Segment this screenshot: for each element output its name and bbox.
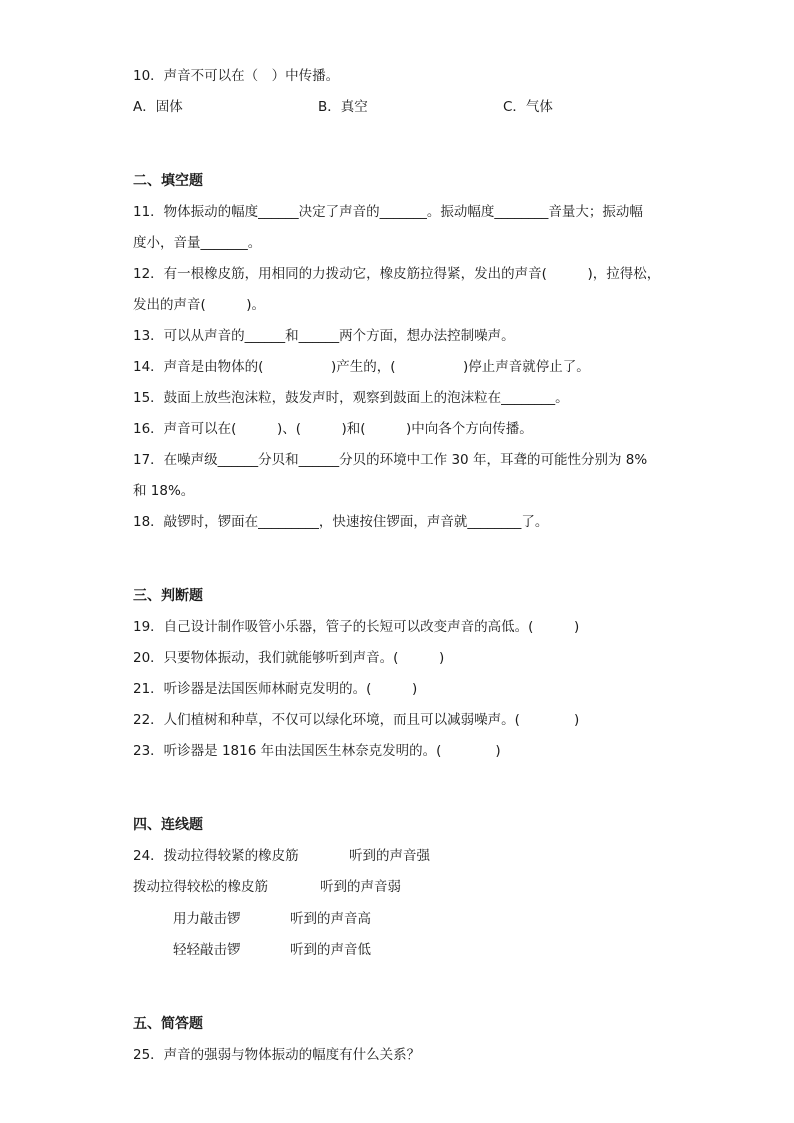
question-16: 16．声音可以在( )、( )和( )中向各个方向传播。	[133, 421, 533, 437]
question-17-line-1: 17．在噪声级______分贝和______分贝的环境中工作 30 年，耳聋的可能性分别为 8%	[133, 452, 648, 468]
question-12-line-1: 12．有一根橡皮筋，用相同的力拨动它，橡皮筋拉得紧，发出的声音( )，拉得松，	[133, 266, 661, 282]
question-23: 23．听诊器是 1816 年由法国医生林奈克发明的。( )	[133, 743, 501, 759]
section-matching-title: 四、连线题	[133, 817, 203, 833]
question-20: 20．只要物体振动，我们就能够听到声音。( )	[133, 650, 445, 666]
question-11-line-2: 度小，音量_______。	[133, 235, 262, 251]
question-12-line-2: 发出的声音( )。	[133, 297, 266, 313]
question-11-line-1: 11．物体振动的幅度______决定了声音的_______。振动幅度________音量大；振动幅	[133, 204, 643, 220]
question-10-option-b: B．真空	[318, 99, 368, 115]
question-15: 15．鼓面上放些泡沫粒，鼓发声时，观察到鼓面上的泡沫粒在________。	[133, 390, 569, 406]
question-18: 18．敲锣时，锣面在_________，快速按住锣面，声音就________了。	[133, 514, 549, 530]
matching-left-1: 24．拨动拉得较紧的橡皮筋	[133, 848, 299, 864]
question-21: 21．听诊器是法国医师林耐克发明的。( )	[133, 681, 418, 697]
question-22: 22．人们植树和种草，不仅可以绿化环境，而且可以减弱噪声。( )	[133, 712, 580, 728]
question-17-line-2: 和 18%。	[133, 483, 195, 499]
question-14: 14．声音是由物体的( )产生的，( )停止声音就停止了。	[133, 359, 590, 375]
matching-left-3: 用力敲击锣	[173, 911, 241, 927]
question-10-stem: 10．声音不可以在（ ）中传播。	[133, 68, 340, 84]
matching-right-1: 听到的声音强	[349, 848, 430, 864]
matching-right-2: 听到的声音弱	[320, 879, 401, 895]
section-true-false-title: 三、判断题	[133, 588, 203, 604]
question-10-option-a: A．固体	[133, 99, 183, 115]
section-fill-in-title: 二、填空题	[133, 173, 203, 189]
matching-left-2: 拨动拉得较松的橡皮筋	[133, 879, 268, 895]
question-10-option-c: C．气体	[503, 99, 553, 115]
question-13: 13．可以从声音的______和______两个方面，想办法控制噪声。	[133, 328, 515, 344]
question-25: 25．声音的强弱与物体振动的幅度有什么关系？	[133, 1047, 421, 1063]
question-19: 19．自己设计制作吸管小乐器，管子的长短可以改变声音的高低。( )	[133, 619, 580, 635]
section-short-answer-title: 五、简答题	[133, 1016, 203, 1032]
matching-right-4: 听到的声音低	[290, 942, 371, 958]
matching-right-3: 听到的声音高	[290, 911, 371, 927]
matching-left-4: 轻轻敲击锣	[173, 942, 241, 958]
